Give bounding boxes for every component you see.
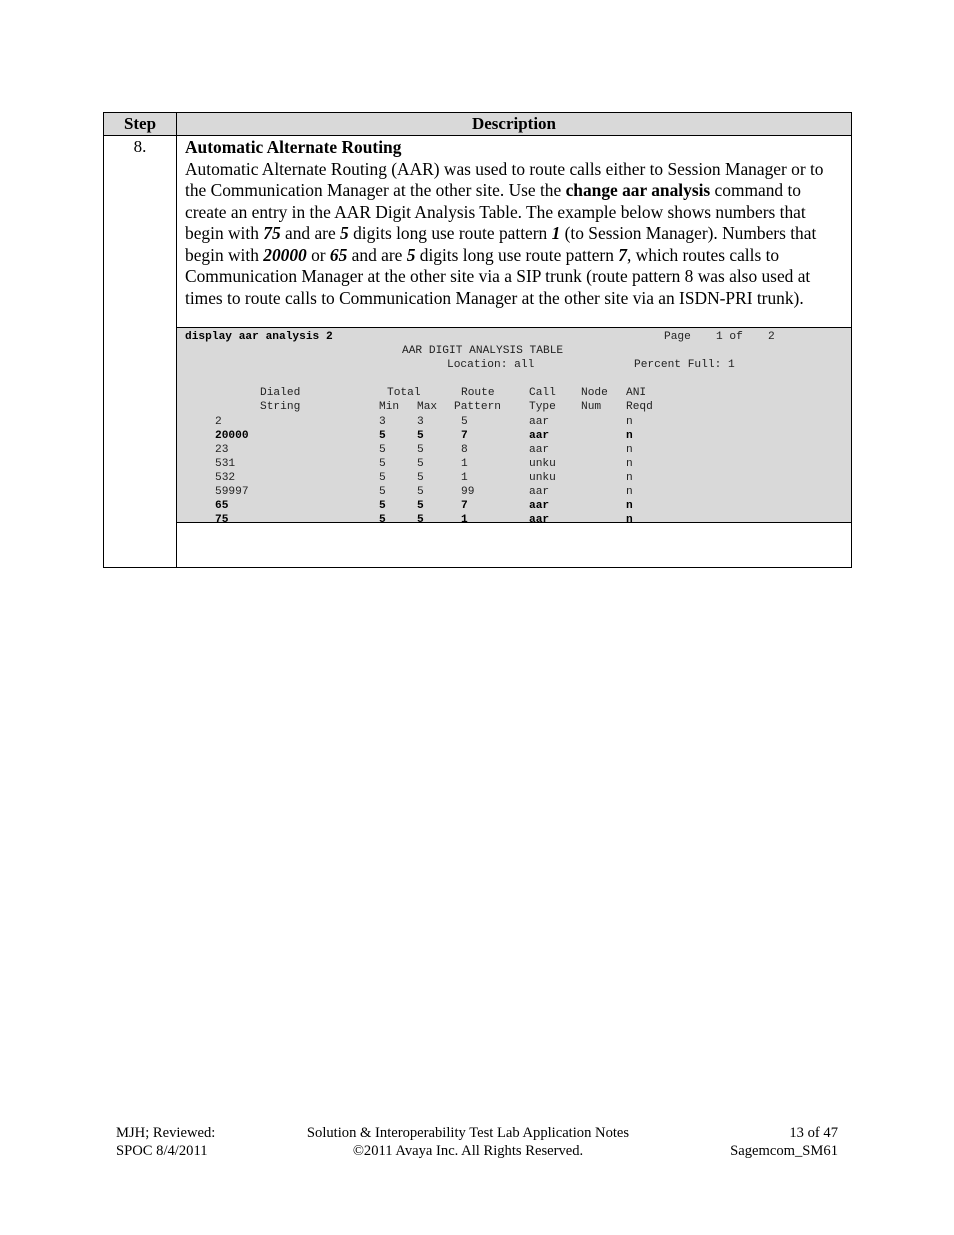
- paragraph-segment: , which routes calls to Communication Manager at the other site via a SIP trunk (route pattern 8 was also used at times to route calls to Communication Manager at the other site via an ISDN-PRI trunk).: [185, 244, 811, 308]
- paragraph-segment: 75: [263, 223, 281, 243]
- screen-rows: [177, 415, 851, 528]
- cell-pattern: 7: [461, 429, 468, 442]
- paragraph-segment: 5: [406, 244, 416, 265]
- screen-percent-full: Percent Full: 1: [634, 359, 735, 372]
- cell-max: 5: [417, 500, 424, 513]
- col-header-node: Node: [581, 387, 608, 400]
- screen-page-num: 1 of: [716, 331, 743, 343]
- cell-reqd: n: [626, 514, 633, 527]
- cell-pattern: 99: [461, 486, 475, 499]
- footer-left-line1: MJH; Reviewed:: [116, 1125, 216, 1141]
- paragraph-segment: digits long use route pattern: [348, 223, 552, 243]
- cell-min: 5: [379, 500, 386, 513]
- screen-location: Location: all: [447, 359, 535, 372]
- col-header-num: Num: [581, 401, 602, 414]
- paragraph-segment: change aar analysis: [565, 180, 711, 200]
- cell-pattern: 1: [461, 514, 468, 527]
- cell-min: 5: [379, 486, 386, 499]
- cell-max: 5: [417, 486, 424, 499]
- cell-min: 5: [379, 471, 386, 484]
- step-row: [104, 136, 852, 568]
- table-row: [177, 513, 851, 527]
- header-description: Description: [177, 113, 852, 136]
- cell-pattern: 5: [461, 415, 468, 428]
- screen-title-line: [177, 344, 851, 358]
- cell-min: 5: [379, 429, 386, 442]
- cell-max: 5: [417, 471, 424, 484]
- screen-page-total: 2: [768, 331, 775, 343]
- paragraph-segment: or: [306, 244, 330, 265]
- cell-type: aar: [529, 429, 550, 442]
- screen-blank-line: [177, 372, 851, 386]
- cell-max: 5: [417, 429, 424, 442]
- cell-type: aar: [529, 486, 550, 499]
- cell-max: 3: [417, 415, 424, 428]
- header-step: Step: [104, 113, 177, 136]
- paragraph-segment: 65: [329, 244, 348, 265]
- table-header-row: [104, 113, 852, 136]
- step-table: [103, 112, 852, 568]
- paragraph-segment: 1: [551, 223, 561, 243]
- table-row: [177, 457, 851, 471]
- cell-reqd: n: [626, 429, 633, 442]
- col-header-reqd: Reqd: [626, 401, 653, 414]
- paragraph-segment: 5: [340, 223, 349, 243]
- col-header-pattern: Pattern: [454, 401, 501, 414]
- screen-command: display aar analysis 2: [185, 331, 333, 343]
- footer-right-line1: 13 of 47: [789, 1125, 838, 1141]
- cell-dialed: 65: [215, 500, 229, 513]
- screen-header-line-2: [177, 400, 851, 414]
- cell-dialed: 23: [215, 443, 229, 456]
- cell-type: aar: [529, 443, 550, 456]
- paragraph-segment: Automatic Alternate Routing (AAR) was used to route calls either to Session Manager or to the Communication Manager at the other site. Use the: [185, 158, 824, 200]
- cell-dialed: 75: [215, 514, 229, 527]
- table-row: [177, 499, 851, 513]
- cell-dialed: 531: [215, 457, 236, 470]
- cell-max: 5: [417, 514, 424, 527]
- footer-center-line2: ©2011 Avaya Inc. All Rights Reserved.: [352, 1143, 584, 1159]
- cell-pattern: 1: [461, 471, 468, 484]
- cell-max: 5: [417, 457, 424, 470]
- cell-reqd: n: [626, 443, 633, 456]
- table-row: [177, 415, 851, 429]
- col-header-min: Min: [379, 401, 400, 414]
- description-text: [177, 136, 851, 327]
- table-row: [177, 443, 851, 457]
- cell-max: 5: [417, 443, 424, 456]
- cell-reqd: n: [626, 415, 633, 428]
- cell-reqd: n: [626, 471, 633, 484]
- screen-header-line-1: [177, 386, 851, 400]
- paragraph-segment: digits long use route pattern: [415, 244, 619, 265]
- screen-table-title: AAR DIGIT ANALYSIS TABLE: [402, 345, 564, 358]
- table-row: [177, 429, 851, 443]
- col-header-max: Max: [417, 401, 438, 414]
- cell-min: 3: [379, 415, 386, 428]
- col-header-route: Route: [461, 387, 495, 400]
- footer-right: [730, 1124, 838, 1160]
- cell-dialed: 532: [215, 471, 236, 484]
- paragraph-segment: 7: [618, 244, 627, 265]
- col-header-ani: ANI: [626, 387, 647, 400]
- cell-min: 5: [379, 443, 386, 456]
- description-paragraph: [185, 159, 843, 310]
- col-header-dialed: Dialed: [260, 387, 301, 400]
- footer-right-line2: Sagemcom_SM61: [730, 1143, 838, 1159]
- paragraph-segment: (to Session Manager). Numbers that begin with: [185, 223, 817, 265]
- table-row: [177, 485, 851, 499]
- cell-type: aar: [529, 500, 550, 513]
- cell-pattern: 8: [461, 443, 468, 456]
- col-header-type: Type: [529, 401, 556, 414]
- table-row: [177, 471, 851, 485]
- cell-type: unku: [529, 471, 556, 484]
- cell-min: 5: [379, 514, 386, 527]
- cell-reqd: n: [626, 457, 633, 470]
- paragraph-segment: command to create an entry in the AAR Digit Analysis Table. The example below shows numbers that begin with: [185, 180, 806, 243]
- cell-type: aar: [529, 514, 550, 527]
- paragraph-segment: and are: [347, 244, 407, 265]
- footer-left-line2: SPOC 8/4/2011: [116, 1143, 208, 1159]
- terminal-screen: [177, 327, 851, 527]
- screen-command-line: [177, 330, 851, 344]
- cell-pattern: 7: [461, 500, 468, 513]
- cell-reqd: n: [626, 486, 633, 499]
- cell-min: 5: [379, 457, 386, 470]
- col-header-string: String: [260, 401, 301, 414]
- col-header-total: Total: [387, 387, 421, 400]
- cell-reqd: n: [626, 500, 633, 513]
- cell-dialed: 59997: [215, 486, 249, 499]
- col-header-call: Call: [529, 387, 556, 400]
- screen-page-label: Page: [664, 331, 691, 343]
- cell-dialed: 20000: [215, 429, 249, 442]
- description-spacer: [177, 523, 851, 567]
- cell-dialed: 2: [215, 415, 222, 428]
- description-cell: [177, 136, 852, 568]
- cell-pattern: 1: [461, 457, 468, 470]
- footer-center-line1: Solution & Interoperability Test Lab Application Notes: [306, 1125, 630, 1141]
- cell-type: aar: [529, 415, 550, 428]
- screen-location-line: [177, 358, 851, 372]
- paragraph-segment: 20000: [263, 244, 307, 265]
- step-number: 8.: [104, 136, 177, 568]
- cell-type: unku: [529, 457, 556, 470]
- paragraph-segment: and are: [280, 223, 341, 243]
- step-title: Automatic Alternate Routing: [185, 137, 402, 157]
